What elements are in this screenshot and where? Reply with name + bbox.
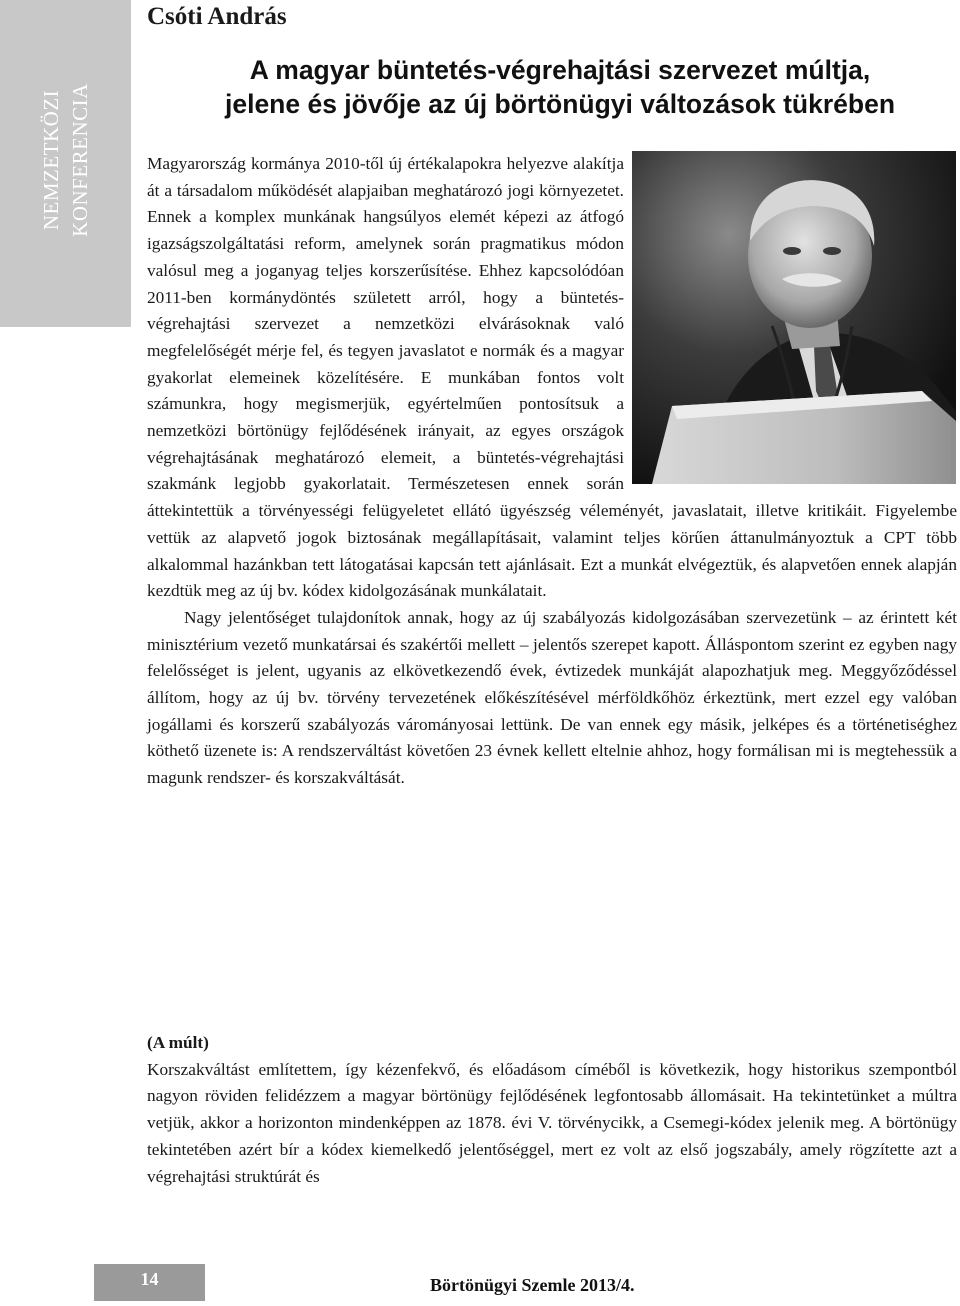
side-label-line1: NEMZETKÖZI [39,89,63,231]
author-name: Csóti András [147,3,287,30]
article-body [147,151,957,792]
title-line-2: jelene és jövője az új börtönügyi változások tükrében [224,89,896,119]
title-line-1: A magyar büntetés-végrehajtási szervezet múltja, [249,55,871,85]
body-paragraph-2: Nagy jelentőséget tulajdonítok annak, hogy az új szabályozás kidolgozásában szervezetünk – az érintett két minisztérium vezető munkatársai és szakértői mellett – jelentős szerepet kapott. Álláspontom szerint ez egyben nagy felelősséget is jelent, ugyanis az elkövetkezendő évek, évtizedek munkáját alapozhatjuk meg. Meggyőződéssel állítom, hogy az új bv. törvény tervezetének előkészítésével mérföldkőhöz érkeztünk, mert ezzel egy valóban jogállami és korszerű szabályozás várományosai lettünk. De van ennek egy másik, jelképes és a történetiséghez köthető üzenete is: A rendszerváltást követően 23 évnek kellett eltelnie ahhoz, hogy formálisan mi is megtehessük a magunk rendszer- és korszakváltását. [147,607,957,788]
body-paragraph-1: Magyarország kormánya 2010-től új értékalapokra helyezve alakítja át a társadalom működését alapjaiban meghatározó jogi környezetet. Ennek a komplex munkának hangsúlyos elemét képezi az átfogó igazságszolgáltatási reform, amelynek során pragmatikus módon valósul meg a joganyag teljes korszerűsítése. Ehhez kapcsolódóan 2011-ben kormánydöntés született arról, hogy a büntetés-végrehajtási szervezet a nemzetközi elvárásoknak való megfelelőségét mérje fel, és tegyen javaslatot e normák és a magyar gyakorlat elemeinek közelítésére. E munkában fontos volt számunkra, hogy megismerjük, egyértelműen pontosítsuk a nemzetközi börtönügy fejlődésének irányait, az egyes országok végrehajtásának meghatározó elemeit, a büntetés-végrehajtási szakmánk legjobb gyakorlatait. Természetesen ennek során áttekintettük a törvényességi felügyeletet ellátó ügyészség véleményét, javaslatait, illetve kritikáit. Figyelembe vettük az alapvető jogok biztosának megállapításait, valamint teljes körűen áttanulmányoztuk a CPT több alkalommal hazánkban tett látogatásai kapcsán tett ajánlásait. Ezt a munkát elvégeztük, és alapvetően ennek alapján kezdtük meg az új bv. kódex kidolgozásának munkálatait. [147,154,957,601]
page-number: 14 [140,1269,159,1289]
section-side-label [37,83,95,237]
journal-name: Börtönügyi Szemle 2013/4. [430,1275,635,1295]
photo-float-spacer [624,151,957,483]
section-heading: (A múlt) [147,1033,209,1052]
side-label-line2: KONFERENCIA [68,83,92,237]
section-paragraph: Korszakváltást említettem, így kézenfekvő, és előadásom címéből is következik, hogy historikus szempontból nagyon röviden felidézzem a magyar börtönügy fejlődésének legfontosabb állomásait. Ha tekintetünket a múltra vetjük, akkor a horizonton mindenképpen az 1878. évi V. törvénycikk, a Csemegi-kódex jelenik meg. A börtönügy tekintetében azért bír a kódex kiemelkedő jelentőséggel, mert ez volt az első jogszabály, amely rögzítette azt a végrehajtási struktúrát és [147,1059,957,1186]
section-the-past [147,1030,957,1190]
article-title [150,53,960,121]
